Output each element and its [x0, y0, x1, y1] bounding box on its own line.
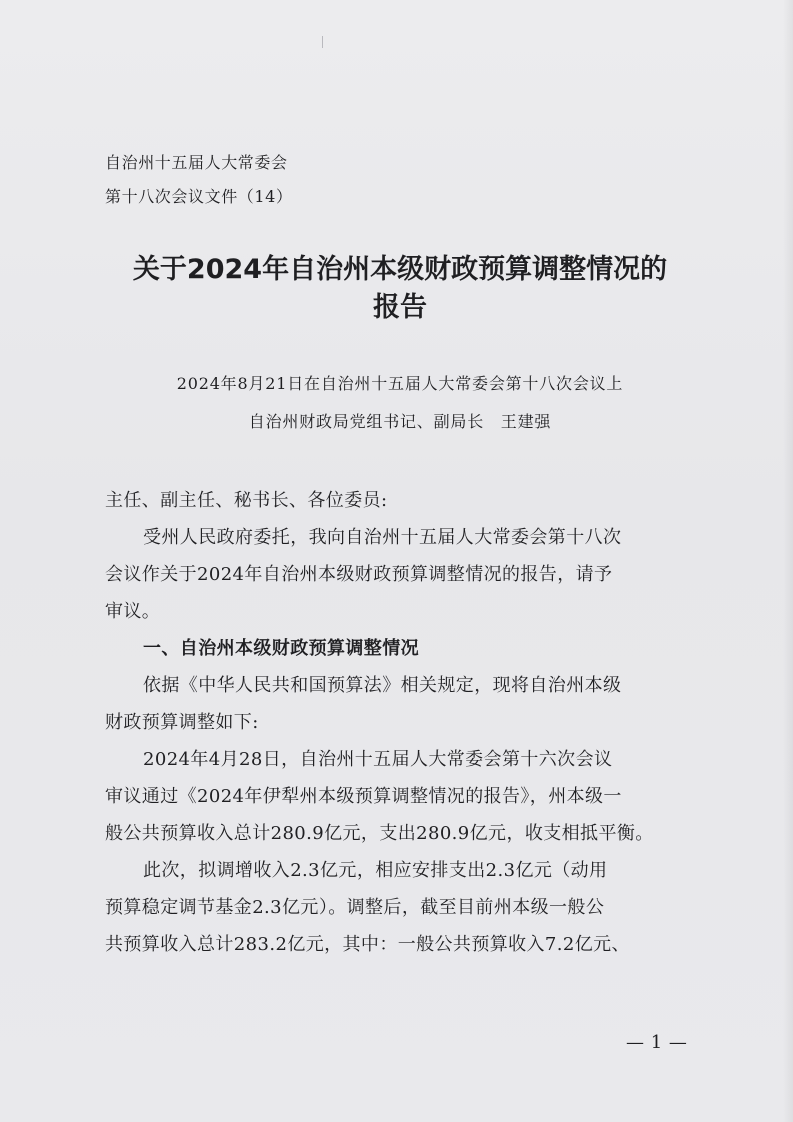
report-title-line-1: 关于2024年自治州本级财政预算调整情况的: [132, 254, 668, 285]
salutation-line: 主任、副主任、秘书长、各位委员:: [105, 490, 388, 511]
report-title-line-2: 报告: [373, 292, 427, 323]
paragraph-line: 受州人民政府委托，我向自治州十五届人大常委会第十八次: [143, 527, 622, 548]
page-edge-shadow: [783, 0, 793, 1122]
paragraph-line: 会议作关于2024年自治州本级财政预算调整情况的报告，请予: [105, 564, 613, 585]
reporter-byline: 自治州财政局党组书记、副局长 王建强: [248, 412, 552, 431]
page-number: — 1 —: [626, 1032, 688, 1053]
meeting-document-info: [105, 146, 293, 214]
meeting-info-line-2: 第十八次会议文件（14）: [105, 187, 293, 206]
paragraph-line: 预算稳定调节基金2.3亿元）。调整后，截至目前州本级一般公: [105, 897, 605, 918]
scan-mark: [322, 36, 323, 48]
paragraph-line: 共预算收入总计283.2亿元，其中：一般公共预算收入7.2亿元、: [105, 934, 630, 955]
paragraph-line: 审议通过《2024年伊犁州本级预算调整情况的报告》，州本级一: [105, 786, 622, 807]
paragraph-line: 此次，拟调增收入2.3亿元，相应安排支出2.3亿元（动用: [143, 860, 608, 881]
paragraph-line: 审议。: [105, 601, 161, 622]
paragraph-line: 2024年4月28日，自治州十五届人大常委会第十六次会议: [143, 749, 613, 770]
paragraph-line: 般公共预算收入总计280.9亿元，支出280.9亿元，收支相抵平衡。: [105, 823, 654, 844]
paragraph-line: 财政预算调整如下:: [105, 712, 259, 733]
paragraph-line: 依据《中华人民共和国预算法》相关规定，现将自治州本级: [143, 675, 622, 696]
meeting-info-line-1: 自治州十五届人大常委会: [105, 153, 288, 172]
section-heading: 一、自治州本级财政预算调整情况: [143, 638, 419, 659]
report-date-byline: 2024年8月21日在自治州十五届人大常委会第十八次会议上: [176, 374, 624, 393]
